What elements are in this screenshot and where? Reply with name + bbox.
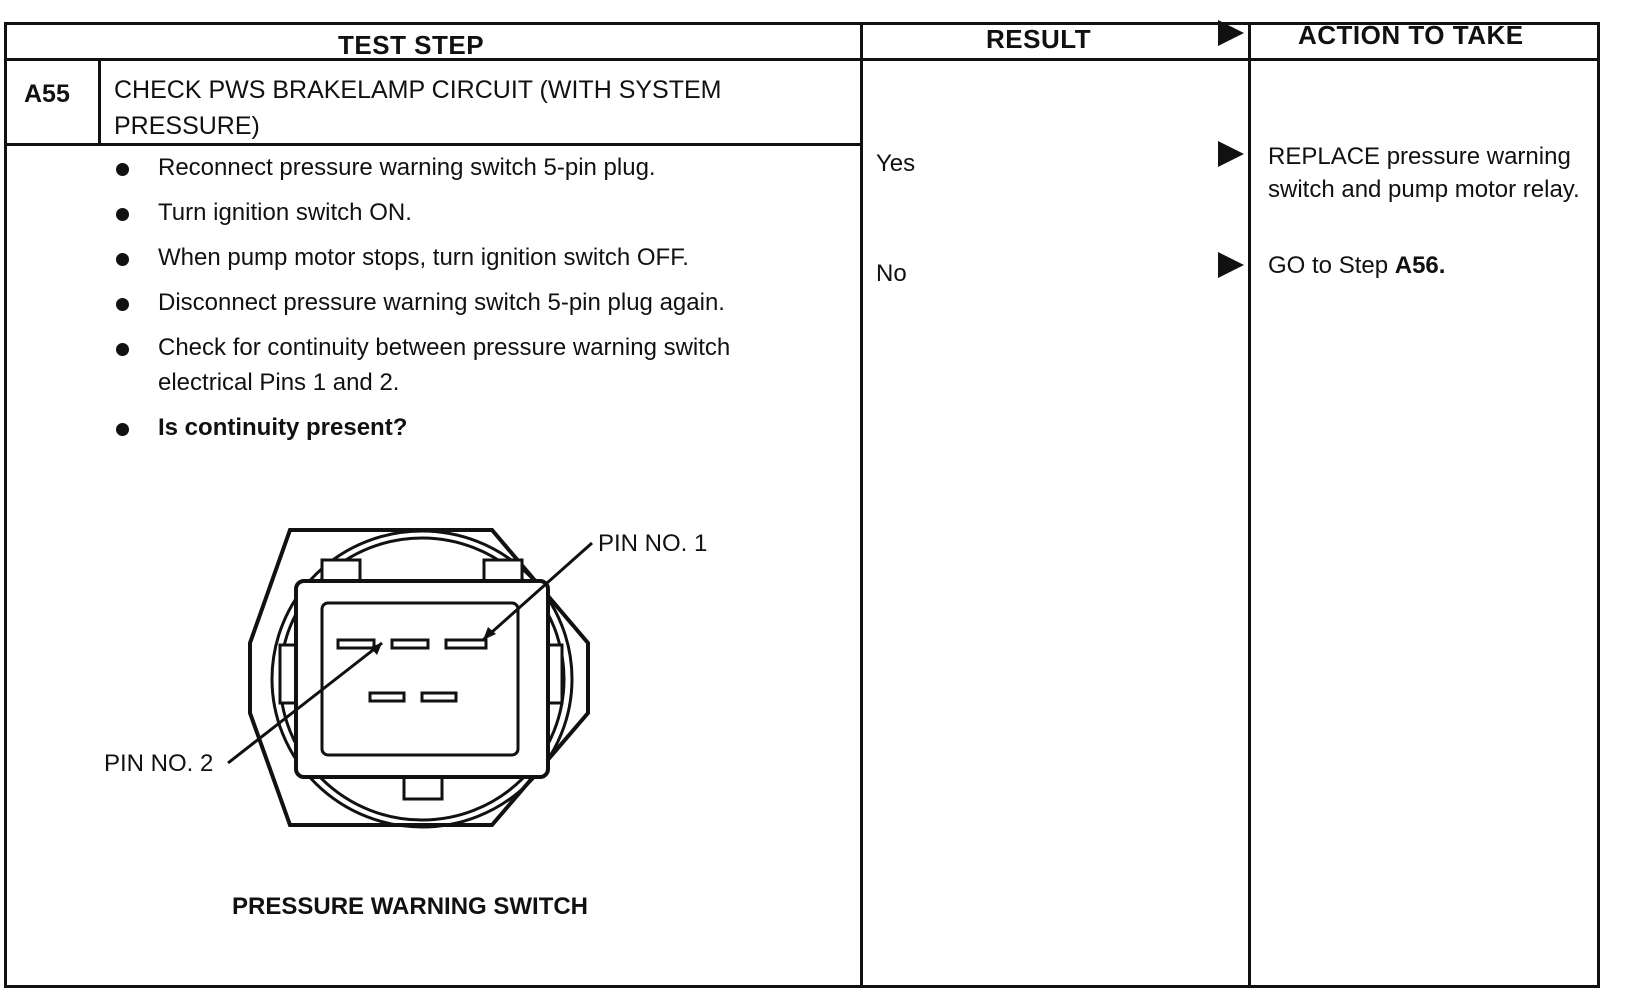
pin2-label: PIN NO. 2 <box>104 750 214 777</box>
pin-slot <box>338 640 374 648</box>
instruction-item: Disconnect pressure warning switch 5-pin plug again. <box>110 285 800 320</box>
switch-tab-bottom <box>404 777 442 799</box>
step-title: CHECK PWS BRAKELAMP CIRCUIT (WITH SYSTEM PRESSURE) <box>114 76 722 140</box>
result-yes-arrow-icon <box>1218 141 1244 167</box>
pin-slot <box>422 693 456 701</box>
step-number-divider <box>98 58 101 146</box>
header-arrow-icon <box>1218 20 1244 46</box>
action-no-text: GO to Step <box>1268 252 1395 279</box>
header-result: RESULT <box>986 24 1092 54</box>
diagram-caption: PRESSURE WARNING SWITCH <box>232 893 589 920</box>
instruction-item: When pump motor stops, turn ignition switch OFF. <box>110 240 800 275</box>
instruction-item: Reconnect pressure warning switch 5-pin plug. <box>110 150 800 185</box>
pin-slot <box>392 640 428 648</box>
step-number: A55 <box>24 80 70 108</box>
result-no: No <box>876 260 907 287</box>
pressure-warning-switch-diagram <box>100 515 620 860</box>
instruction-item: Check for continuity between pressure warning switch electrical Pins 1 and 2. <box>110 330 800 400</box>
column-divider-result <box>860 22 863 988</box>
connector-housing-inner <box>322 603 518 755</box>
action-yes: REPLACE pressure warning switch and pump motor relay. <box>1268 143 1580 203</box>
column-divider-action <box>1248 22 1251 988</box>
step-instructions <box>110 150 800 455</box>
header-divider <box>4 58 1600 61</box>
action-no-step-ref: A56. <box>1394 252 1446 279</box>
instruction-item: Turn ignition switch ON. <box>110 195 800 230</box>
instruction-question: Is continuity present? <box>110 410 800 445</box>
header-action: ACTION TO TAKE <box>1298 20 1524 50</box>
action-no <box>1268 249 1598 282</box>
result-yes: Yes <box>876 150 916 177</box>
pin-slot <box>370 693 404 701</box>
result-no-arrow-icon <box>1218 252 1244 278</box>
header-test-step: TEST STEP <box>338 30 485 60</box>
pin1-label: PIN NO. 1 <box>598 530 708 557</box>
pin-slot <box>446 640 486 648</box>
